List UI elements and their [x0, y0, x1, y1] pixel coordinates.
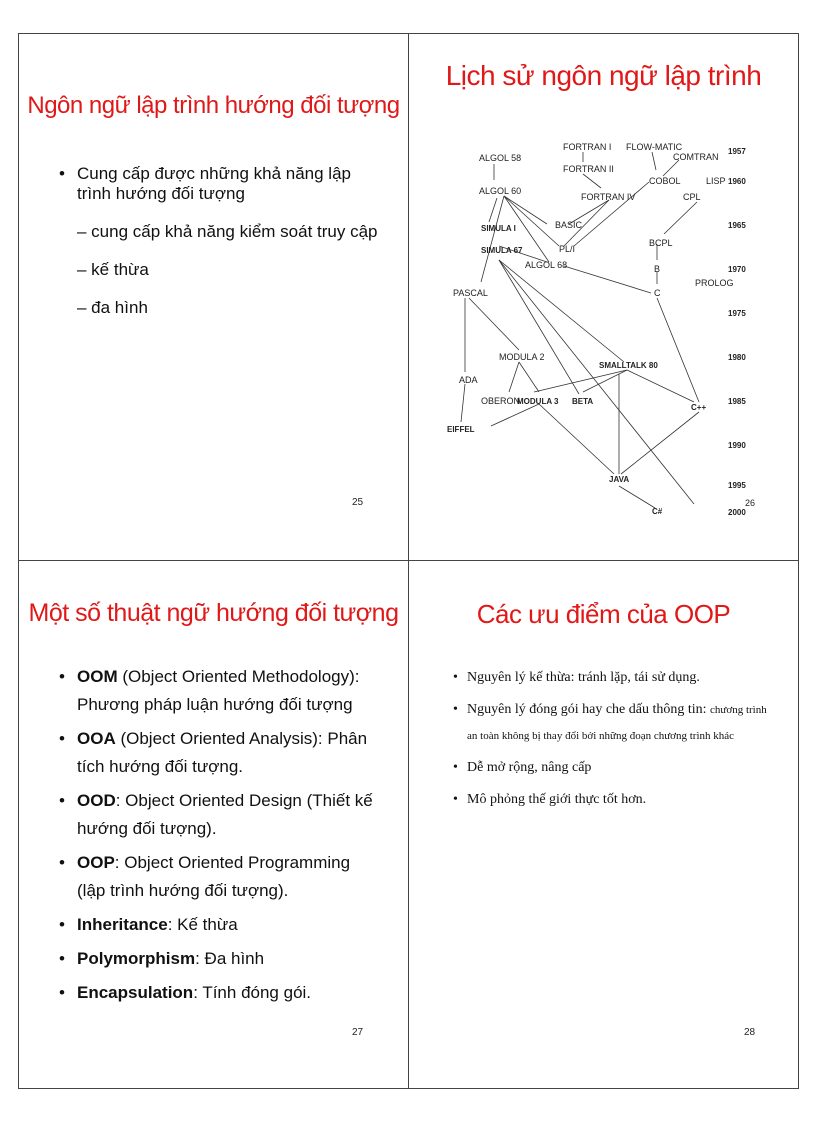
page-number: 28 — [744, 1027, 756, 1038]
year-label: 1990 — [728, 441, 746, 450]
language-labels — [447, 142, 734, 516]
lang-fortran2: FORTRAN II — [563, 164, 614, 174]
lang-modula2: MODULA 2 — [499, 352, 545, 362]
lang-comtran: COMTRAN — [673, 152, 719, 162]
advantage-list — [453, 665, 768, 819]
term-name: OOM — [77, 667, 118, 686]
term-item — [59, 945, 379, 973]
advantage-item — [453, 755, 768, 781]
term-item — [59, 849, 379, 905]
year-label: 1960 — [728, 177, 746, 186]
lang-cobol: COBOL — [649, 176, 681, 186]
lang-c: C — [654, 288, 661, 298]
lang-oberon: OBERON — [481, 396, 521, 406]
lang-eiffel: EIFFEL — [447, 425, 475, 434]
advantage-item — [453, 787, 768, 813]
year-label: 1965 — [728, 221, 746, 230]
advantage-text: Nguyên lý đóng gói hay che dấu thông tin: — [467, 702, 711, 717]
term-name: OOD — [77, 791, 116, 810]
lang-lisp: LISP — [706, 176, 726, 186]
lang-bcpl: BCPL — [649, 238, 673, 248]
advantage-text: Nguyên lý kế thừa: tránh lặp, tái sử dụng. — [467, 670, 700, 685]
term-desc: : Kế thừa — [167, 915, 238, 934]
lang-java: JAVA — [609, 475, 630, 484]
lang-b: B — [654, 264, 661, 274]
slide-28 — [409, 561, 798, 1088]
connector-lines — [461, 152, 699, 508]
lang-algol68: ALGOL 68 — [525, 260, 568, 270]
slide-title: Các ưu điểm của OOP — [476, 599, 731, 629]
frame-right — [798, 33, 799, 1089]
year-label: 1985 — [728, 397, 746, 406]
lang-algol60: ALGOL 60 — [479, 186, 522, 196]
lang-fortran4: FORTRAN IV — [581, 192, 636, 202]
lang-flowmatic: FLOW-MATIC — [626, 142, 683, 152]
advantage-detail: chương trình an toàn không bị thay đổi bởi những đoạn chương trình khác — [467, 704, 767, 742]
slide-25 — [19, 34, 408, 560]
term-item — [59, 911, 379, 939]
term-name: OOP — [77, 853, 115, 872]
term-name: Polymorphism — [77, 949, 196, 968]
lang-beta: BETA — [572, 397, 594, 406]
lang-prolog: PROLOG — [695, 278, 734, 288]
lang-smalltalk80: SMALLTALK 80 — [599, 361, 658, 370]
lang-simula67: SIMULA 67 — [481, 246, 523, 255]
bullet-item: • Cung cấp được những khả năng lập trình hướng đối tượng — [59, 164, 379, 204]
year-labels — [728, 147, 746, 517]
term-desc: : Object Oriented Design (Thiết kế hướng đối tượng). — [77, 791, 373, 838]
advantage-text: Dễ mở rộng, nâng cấp — [467, 760, 592, 775]
year-label: 2000 — [728, 508, 746, 517]
lang-pascal: PASCAL — [453, 288, 488, 298]
page-number: 25 — [352, 497, 364, 508]
bullet-list — [59, 164, 379, 336]
year-label: 1957 — [728, 147, 746, 156]
lang-simula1: SIMULA I — [481, 224, 516, 233]
slide-26 — [409, 34, 798, 560]
advantage-item — [453, 665, 768, 691]
sub-bullet-item: – đa hình — [77, 298, 148, 317]
lang-csharp: C# — [652, 507, 663, 516]
year-label: 1970 — [728, 265, 746, 274]
lang-pl1: PL/I — [559, 244, 576, 254]
year-label: 1975 — [728, 309, 746, 318]
sub-bullet-item: – kế thừa — [77, 260, 149, 279]
term-item — [59, 725, 379, 781]
lang-fortran1: FORTRAN I — [563, 142, 612, 152]
term-desc: : Đa hình — [195, 949, 265, 968]
term-name: Inheritance — [77, 915, 168, 934]
slide-title: Ngôn ngữ lập trình hướng đối tượng — [27, 92, 400, 119]
advantage-item — [453, 697, 768, 749]
term-name: OOA — [77, 729, 116, 748]
year-label: 1980 — [728, 353, 746, 362]
term-name: Encapsulation — [77, 983, 194, 1002]
slide-title: Một số thuật ngữ hướng đối tượng — [28, 599, 399, 627]
term-desc: : Object Oriented Programming (lập trình hướng đối tượng). — [77, 853, 351, 900]
term-desc: (Object Oriented Analysis): Phân tích hướng đối tượng. — [77, 729, 368, 776]
language-history-diagram — [409, 34, 798, 560]
term-desc: (Object Oriented Methodology): Phương pháp luận hướng đối tượng — [77, 667, 360, 714]
slide-27 — [19, 561, 408, 1088]
term-item — [59, 787, 379, 843]
lang-cpp: C++ — [691, 403, 707, 412]
page-number: 26 — [745, 498, 756, 508]
lang-algol58: ALGOL 58 — [479, 153, 522, 163]
lang-basic: BASIC — [555, 220, 583, 230]
term-desc: : Tính đóng gói. — [193, 983, 312, 1002]
lang-cpl: CPL — [683, 192, 701, 202]
lang-ada: ADA — [459, 375, 478, 385]
page-number: 27 — [352, 1027, 364, 1038]
term-list — [59, 663, 379, 1013]
term-item — [59, 979, 379, 1007]
advantage-text: Mô phỏng thế giới thực tốt hơn. — [467, 792, 647, 807]
sub-bullet-item: – cung cấp khả năng kiểm soát truy cập — [77, 222, 378, 241]
slide-title: Lịch sử ngôn ngữ lập trình — [445, 60, 762, 91]
lang-modula3: MODULA 3 — [517, 397, 559, 406]
term-item — [59, 663, 379, 719]
year-label: 1995 — [728, 481, 746, 490]
